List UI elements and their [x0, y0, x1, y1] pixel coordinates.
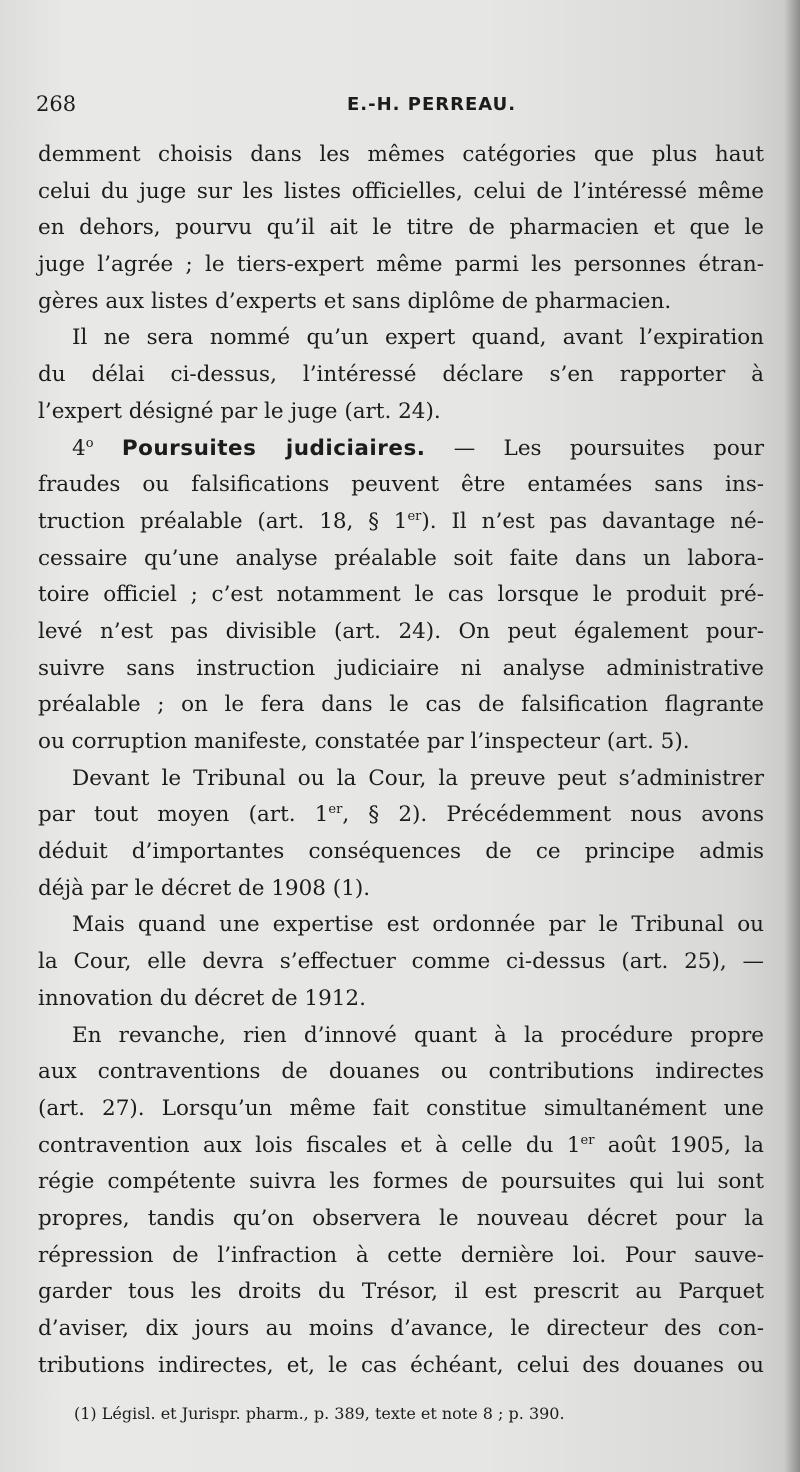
text-line	[38, 1128, 764, 1165]
text-line: en dehors, pourvu qu’il ait le titre de pharmacien et que le	[38, 215, 764, 241]
footnote: (1) Législ. et Jurispr. pharm., p. 389, texte et note 8 ; p. 390.	[74, 1404, 565, 1423]
running-head: E.-H. PERREAU.	[347, 94, 517, 115]
page-header	[36, 92, 756, 122]
text-line: En revanche, rien d’innové quant à la procédure propre	[72, 1022, 764, 1048]
section-heading-rest: — Les poursuites pour	[425, 435, 764, 461]
page-number: 268	[36, 92, 77, 116]
text-line: propres, tandis qu’on observera le nouveau décret pour la	[38, 1205, 764, 1231]
section-number-ordinal: o	[85, 435, 94, 451]
text-line: garder tous les droits du Trésor, il est prescrit au Parquet	[38, 1279, 764, 1305]
text-line: tributions indirectes, et, le cas échéant, celui des douanes ou	[38, 1352, 764, 1378]
text-line: fraudes ou falsifications peuvent être entamées sans ins-	[38, 472, 764, 498]
text-line: régie compétente suivra les formes de poursuites qui lui sont	[38, 1169, 764, 1195]
section-heading: Poursuites judiciaires.	[121, 435, 426, 461]
text-line: (art. 27). Lorsqu’un même fait constitue simultanément une	[38, 1095, 764, 1121]
text-line: d’aviser, dix jours au moins d’avance, le directeur des con-	[38, 1316, 764, 1341]
text-segment: truction préalable (art. 18, § 1	[38, 508, 408, 534]
text-line: déjà par le décret de 1908 (1).	[38, 875, 371, 901]
text-line: préalable ; on le fera dans le cas de falsification flagrante	[38, 692, 764, 718]
superscript: er	[407, 508, 422, 524]
text-line: aux contraventions de douanes ou contributions indirectes	[38, 1059, 764, 1085]
text-line: innovation du décret de 1912.	[38, 985, 366, 1011]
text-line: du délai ci-dessus, l’intéressé déclare s’en rapporter à	[38, 362, 764, 388]
text-segment: par tout moyen (art. 1	[38, 802, 329, 828]
superscript: er	[328, 802, 343, 818]
body-text	[38, 137, 764, 1384]
text-line: juge l’agrée ; le tiers-expert même parmi les personnes étran-	[38, 252, 764, 278]
text-line	[38, 797, 764, 834]
text-line: cessaire qu’une analyse préalable soit faite dans un labora-	[38, 545, 764, 571]
section-number: 4	[72, 435, 86, 461]
text-line: levé n’est pas divisible (art. 24). On peut également pour-	[38, 618, 764, 644]
text-line: ou corruption manifeste, constatée par l’inspecteur (art. 5).	[38, 729, 690, 754]
text-line: Il ne sera nommé qu’un expert quand, avant l’expiration	[72, 325, 764, 351]
text-line: toire officiel ; c’est notamment le cas lorsque le produit pré-	[38, 582, 764, 608]
text-segment: , § 2). Précédemment nous avons	[342, 802, 764, 828]
superscript: er	[580, 1132, 595, 1148]
text-line: Mais quand une expertise est ordonnée par le Tribunal ou	[72, 912, 764, 938]
text-segment: contravention aux lois fiscales et à celle du 1	[38, 1132, 581, 1158]
text-line: déduit d’importantes conséquences de ce principe admis	[38, 839, 764, 865]
text-line: gères aux listes d’experts et sans diplôme de pharmacien.	[38, 288, 672, 314]
text-line: la Cour, elle devra s’effectuer comme ci-dessus (art. 25), —	[38, 949, 764, 975]
text-line: l’expert désigné par le juge (art. 24).	[38, 398, 441, 424]
text-line: demment choisis dans les mêmes catégories que plus haut	[38, 142, 764, 167]
section-heading-line	[38, 431, 764, 468]
text-line	[38, 504, 764, 541]
text-line: celui du juge sur les listes officielles, celui de l’intéressé même	[38, 178, 764, 204]
text-segment: août 1905, la	[594, 1132, 764, 1158]
text-segment: ). Il n’est pas davantage né-	[421, 508, 764, 534]
text-line: Devant le Tribunal ou la Cour, la preuve peut s’administrer	[72, 765, 764, 791]
text-line: répression de l’infraction à cette dernière loi. Pour sauve-	[38, 1242, 764, 1268]
text-line: suivre sans instruction judiciaire ni analyse administrative	[38, 655, 764, 681]
